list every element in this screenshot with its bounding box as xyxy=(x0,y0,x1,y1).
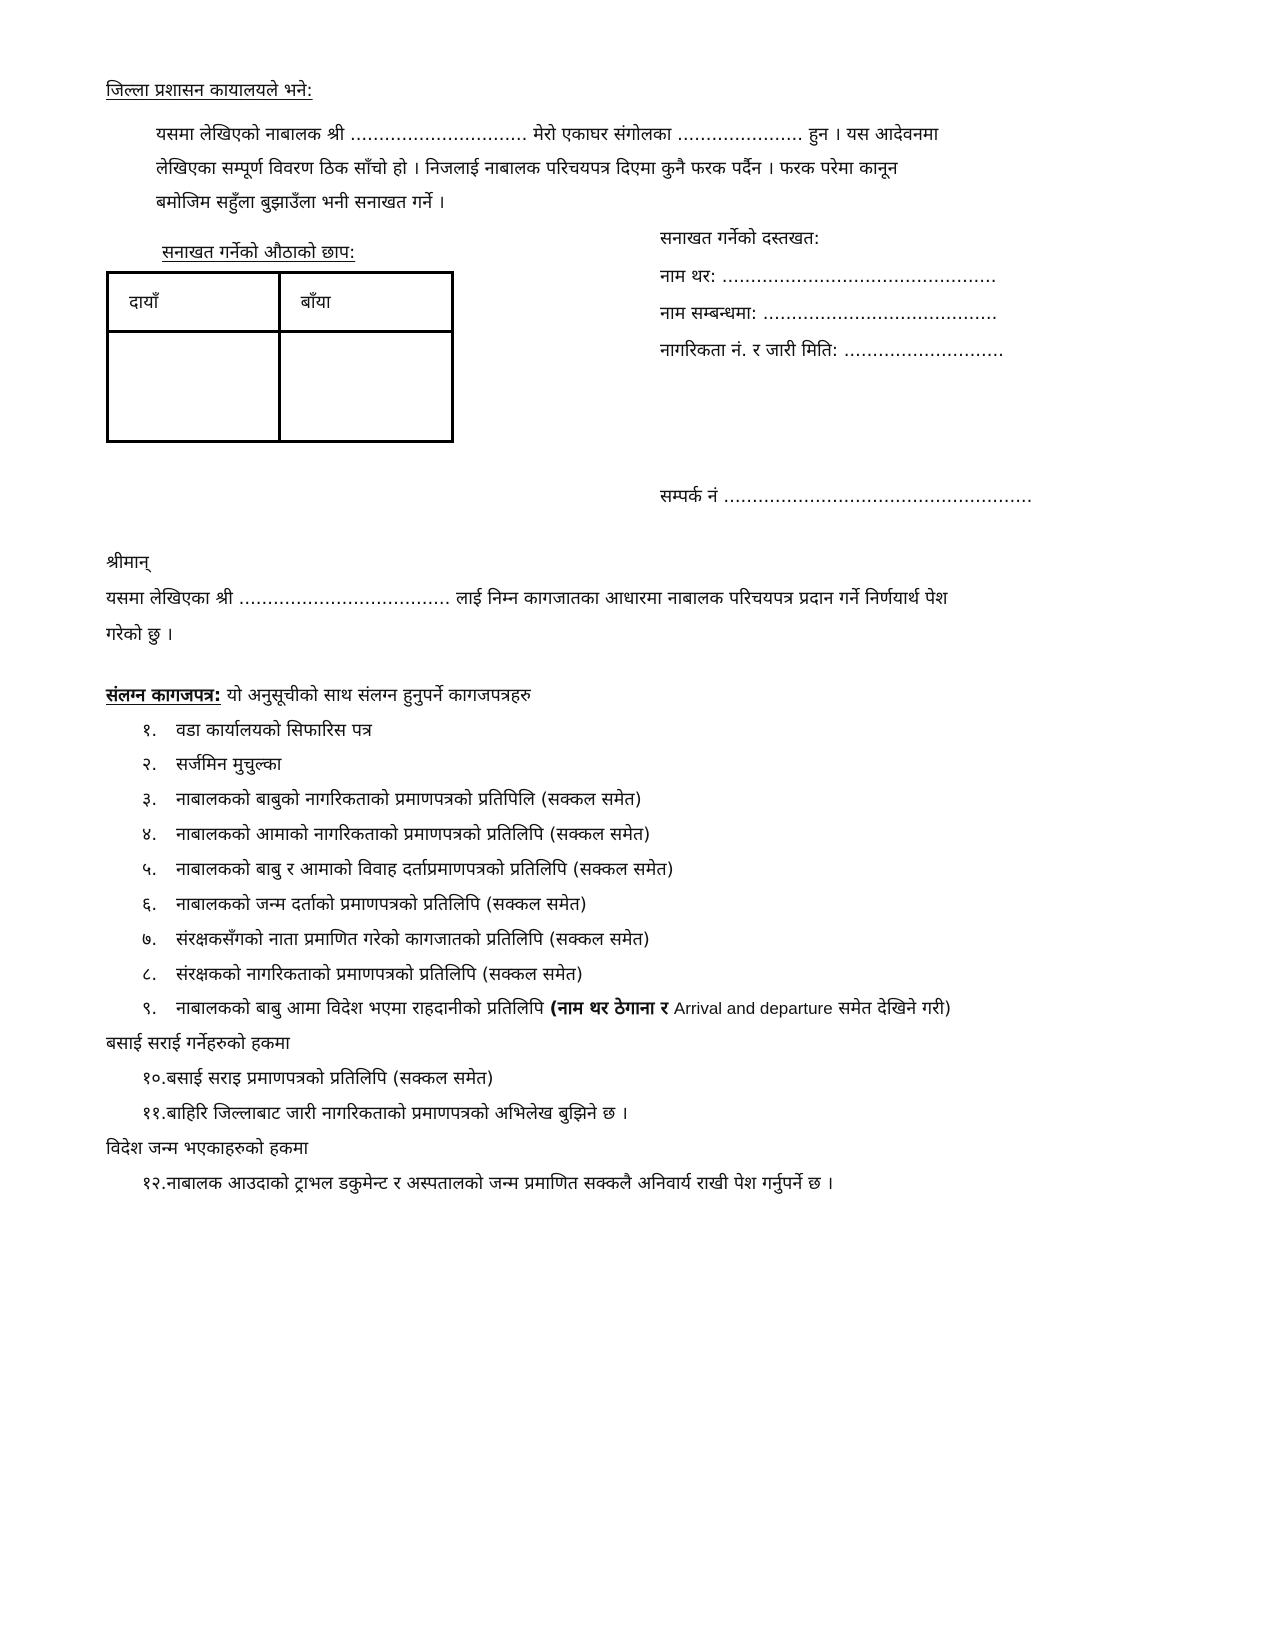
attachments-header xyxy=(106,683,531,707)
office-declaration-paragraph xyxy=(156,118,1176,220)
office-heading: जिल्ला प्रशासन कायालयले भने: xyxy=(106,80,313,101)
thumbprint-right-label: दायाँ xyxy=(108,273,280,332)
item-text: बसाई सराइ प्रमाणपत्रको प्रतिलिपि (सक्कल समेत) xyxy=(166,1068,494,1089)
thumbprint-heading: सनाखत गर्नेको औठाको छाप: xyxy=(162,242,356,263)
item-text: नाबालक आउदाको ट्राभल डकुमेन्ट र अस्पतालको जन्म प्रमाणित सक्कलै अनिवार्य राखी पेश गर्नुपर्ने छ । xyxy=(166,1173,834,1194)
item-number: २. xyxy=(142,754,158,775)
item-number: ८. xyxy=(142,964,158,985)
item-bold-note: (नाम थर ठेगाना र xyxy=(549,998,669,1019)
name-field[interactable]: नाम थर: ................................................ xyxy=(660,266,997,287)
attachment-item xyxy=(142,1066,494,1090)
recommendation-line-2: गरेको छु । xyxy=(106,624,173,645)
attachment-item xyxy=(142,962,583,986)
attachment-item xyxy=(142,752,281,776)
item-text: सर्जमिन मुचुल्का xyxy=(176,754,282,775)
item-number: १२. xyxy=(142,1173,167,1194)
item-text: नाबालकको बाबुको नागरिकताको प्रमाणपत्रको प्रतिपिलि (सक्कल समेत) xyxy=(176,789,642,810)
item-number: ६. xyxy=(142,894,158,915)
attachment-item xyxy=(142,787,642,811)
attachments-heading: संलग्न कागजपत्र: xyxy=(106,685,222,706)
item-number: १०. xyxy=(142,1068,167,1089)
declaration-line-3: बमोजिम सहुँला बुझाउँला भनी सनाखत गर्ने । xyxy=(156,192,445,213)
item-tail: समेत देखिने गरी) xyxy=(838,998,952,1019)
thumbprint-right-box[interactable] xyxy=(108,332,280,442)
signature-label: सनाखत गर्नेको दस्तखत: xyxy=(660,228,820,249)
relation-field[interactable]: नाम सम्बन्धमा: ......................................... xyxy=(660,303,998,324)
attachment-item xyxy=(142,718,372,742)
attachment-item xyxy=(142,1171,833,1195)
migration-heading: बसाई सराई गर्नेहरुको हकमा xyxy=(106,1033,290,1054)
item-text: नाबालकको बाबु आमा विदेश भएमा राहदानीको प्रतिलिपि xyxy=(176,998,544,1019)
declaration-line-1: यसमा लेखिएको नाबालक श्री ............................... मेरो एकाघर संगोलका ...................... हुन । यस आदेवनमा xyxy=(156,124,939,145)
item-number: १. xyxy=(142,720,158,741)
item-number: ७. xyxy=(142,929,158,950)
item-text: नाबालकको जन्म दर्ताको प्रमाणपत्रको प्रतिलिपि (सक्कल समेत) xyxy=(176,894,587,915)
recommendation-line-1: यसमा लेखिएका श्री ..................................... लाई निम्न कागजातका आधारमा नाबालक परिचयपत्र प्रदान गर्ने निर्णयार्थ पेश xyxy=(106,588,948,609)
foreign-birth-heading: विदेश जन्म भएकाहरुको हकमा xyxy=(106,1138,309,1159)
item-number: ३. xyxy=(142,789,158,810)
item-text: संरक्षकसँगको नाता प्रमाणित गरेको कागजातको प्रतिलिपि (सक्कल समेत) xyxy=(176,929,650,950)
item-number: ४. xyxy=(142,824,158,845)
attachment-item xyxy=(142,822,650,846)
thumbprint-left-box[interactable] xyxy=(279,332,452,442)
item-text: नाबालकको आमाको नागरिकताको प्रमाणपत्रको प्रतिलिपि (सक्कल समेत) xyxy=(176,824,651,845)
item-number: ५. xyxy=(142,859,158,880)
attachment-item xyxy=(142,1101,628,1125)
attachment-item xyxy=(142,892,587,916)
attachment-item xyxy=(142,927,650,951)
item-text: वडा कार्यालयको सिफारिस पत्र xyxy=(176,720,372,741)
attachment-item xyxy=(142,857,674,881)
thumbprint-table xyxy=(106,271,454,443)
item-text: बाहिरि जिल्लाबाट जारी नागरिकताको प्रमाणपत्रको अभिलेख बुझिने छ । xyxy=(166,1103,628,1124)
thumbprint-left-label: बाँया xyxy=(279,273,452,332)
declaration-line-2: लेखिएका सम्पूर्ण विवरण ठिक साँचो हो । निजलाई नाबालक परिचयपत्र दिएमा कुनै फरक पर्दैन । फरक परेमा कानून xyxy=(156,158,898,179)
item-number: ९. xyxy=(142,998,158,1019)
item-text: संरक्षकको नागरिकताको प्रमाणपत्रको प्रतिलिपि (सक्कल समेत) xyxy=(176,964,583,985)
item-text: नाबालकको बाबु र आमाको विवाह दर्ताप्रमाणपत्रको प्रतिलिपि (सक्कल समेत) xyxy=(176,859,674,880)
attachments-intro: यो अनुसूचीको साथ संलग्न हुनुपर्ने कागजपत्रहरु xyxy=(226,685,531,706)
contact-field[interactable]: सम्पर्क नं ...................................................... xyxy=(660,486,1033,507)
item-number: ११. xyxy=(142,1103,167,1124)
attachment-item-9 xyxy=(142,996,951,1020)
citizenship-field[interactable]: नागरिकता नं. र जारी मिति: ............................ xyxy=(660,340,1004,361)
salutation: श्रीमान् xyxy=(106,552,149,573)
item-english-note: Arrival and departure xyxy=(673,999,833,1018)
